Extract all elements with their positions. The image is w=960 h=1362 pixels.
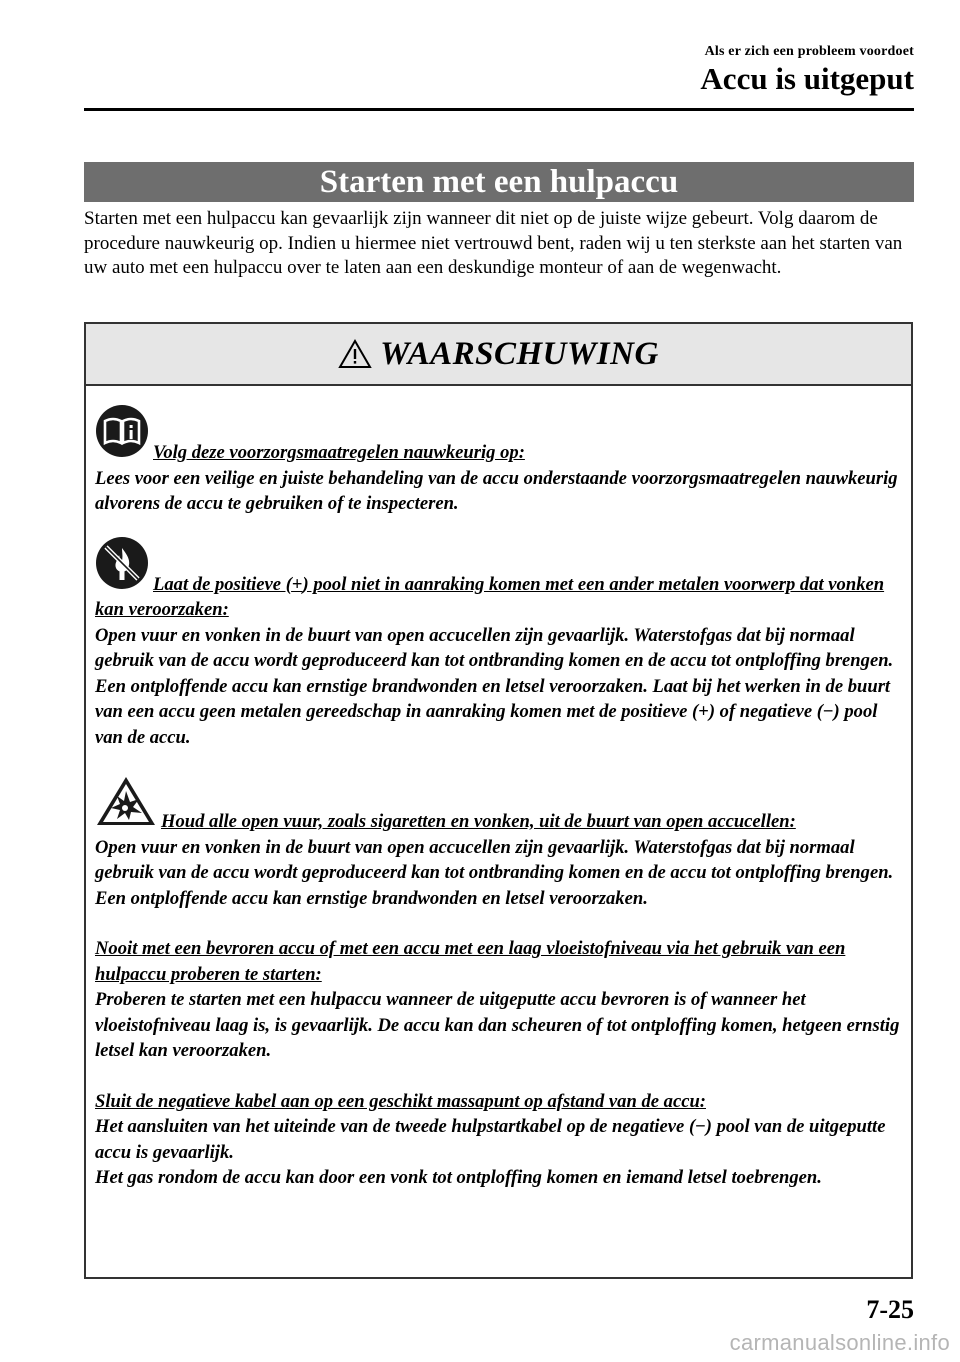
warning-item-positive-pole <box>95 536 903 751</box>
header-divider <box>84 108 914 111</box>
item-text-part: Het aansluiten van het uiteinde van de tweede hulpstartkabel op de negatieve ( <box>95 1116 696 1137</box>
item-text-part: ) of negatieve ( <box>708 701 823 722</box>
manual-book-icon <box>95 404 149 458</box>
item-heading: Volg deze voorzorgsmaatregelen nauwkeurig op: <box>153 442 525 463</box>
section-title: Starten met een hulpaccu <box>319 164 679 200</box>
warning-item-precautions <box>95 404 903 517</box>
warning-title: WAARSCHUWING <box>380 335 659 372</box>
warning-box <box>84 322 913 1279</box>
warning-item-open-fire <box>95 775 903 911</box>
item-text: Open vuur en vonken in de buurt van open accucellen zijn gevaarlijk. Waterstofgas dat bij normaal gebruik van de accu wordt geproduceerd kan tot ontbranding komen en de accu tot ontploffing brengen. Een ontploffende accu kan ernstige brandwonden en letsel veroorzaken. <box>95 836 894 909</box>
warning-header <box>86 324 911 386</box>
plus-sign: + <box>291 573 303 595</box>
section-title-banner <box>84 162 914 202</box>
warning-item-frozen-battery <box>95 936 903 1064</box>
item-text <box>95 1114 903 1165</box>
page-header <box>700 44 914 96</box>
chapter-title: Accu is uitgeput <box>700 61 914 96</box>
item-heading-part: Laat de positieve ( <box>153 573 292 595</box>
item-text: Lees voor een veilige en juiste behandeling van de accu onderstaande voorzorgsmaatregelen nauwkeurig alvorens de accu te gebruiken of te inspecteren. <box>95 467 898 514</box>
item-heading: Nooit met een bevroren accu of met een accu met een laag vloeistofniveau via het gebruik van een hulpaccu proberen te starten: <box>95 938 846 985</box>
item-heading: Houd alle open vuur, zoals sigaretten en vonken, uit de buurt van open accucellen: <box>161 811 796 832</box>
minus-sign: − <box>822 701 834 722</box>
item-text-part: ) pool van de uitgeputte accu is gevaarlijk. <box>95 1116 886 1163</box>
warning-body <box>86 386 911 1191</box>
warning-item-negative-cable <box>95 1089 903 1191</box>
item-heading: Sluit de negatieve kabel aan op een geschikt massapunt op afstand van de accu: <box>95 1090 706 1112</box>
plus-sign: + <box>698 701 709 722</box>
minus-sign: − <box>695 1116 706 1137</box>
item-text: Proberen te starten met een hulpaccu wanneer de uitgeputte accu bevroren is of wanneer het vloeistofniveau laag is, is gevaarlijk. De accu kan dan scheuren of tot ontploffing komen, hetgeen ernstig letsel kan veroorzaken. <box>95 989 900 1061</box>
item-text <box>95 623 903 751</box>
warning-triangle-icon <box>338 339 372 369</box>
watermark: carmanualsonline.info <box>729 1330 950 1355</box>
no-flame-icon <box>95 536 149 590</box>
page-number: 7-25 <box>866 1295 914 1324</box>
item-heading-part: ) pool niet in aanraking komen met een ander metalen voorwerp dat vonken kan veroorzaken: <box>95 573 885 620</box>
item-text-part: Open vuur en vonken in de buurt van open accucellen zijn gevaarlijk. Waterstofgas dat bij normaal gebruik van de accu wordt geproduceerd kan tot ontbranding komen en de accu tot ontploffing brengen. Een ontploffende accu kan ernstige brandwonden en letsel veroorzaken. Laat bij het werken in de buurt van een accu geen metalen gereedschap in aanraking komen met de positieve ( <box>95 624 894 722</box>
chapter-subtitle: Als er zich een probleem voordoet <box>704 44 914 59</box>
item-text: Het gas rondom de accu kan door een vonk tot ontploffing komen en iemand letsel toebrengen. <box>95 1167 822 1188</box>
intro-paragraph: Starten met een hulpaccu kan gevaarlijk zijn wanneer dit niet op de juiste wijze gebeurt. Volg daarom de procedure nauwkeurig op. Indien u hiermee niet vertrouwd bent, raden wij u ten sterkste aan het starten van uw auto met een hulpaccu over te laten aan een deskundige monteur of aan de wegenwacht. <box>84 208 903 278</box>
item-text-part: ) pool van de accu. <box>95 701 878 748</box>
explosion-icon <box>95 775 157 827</box>
